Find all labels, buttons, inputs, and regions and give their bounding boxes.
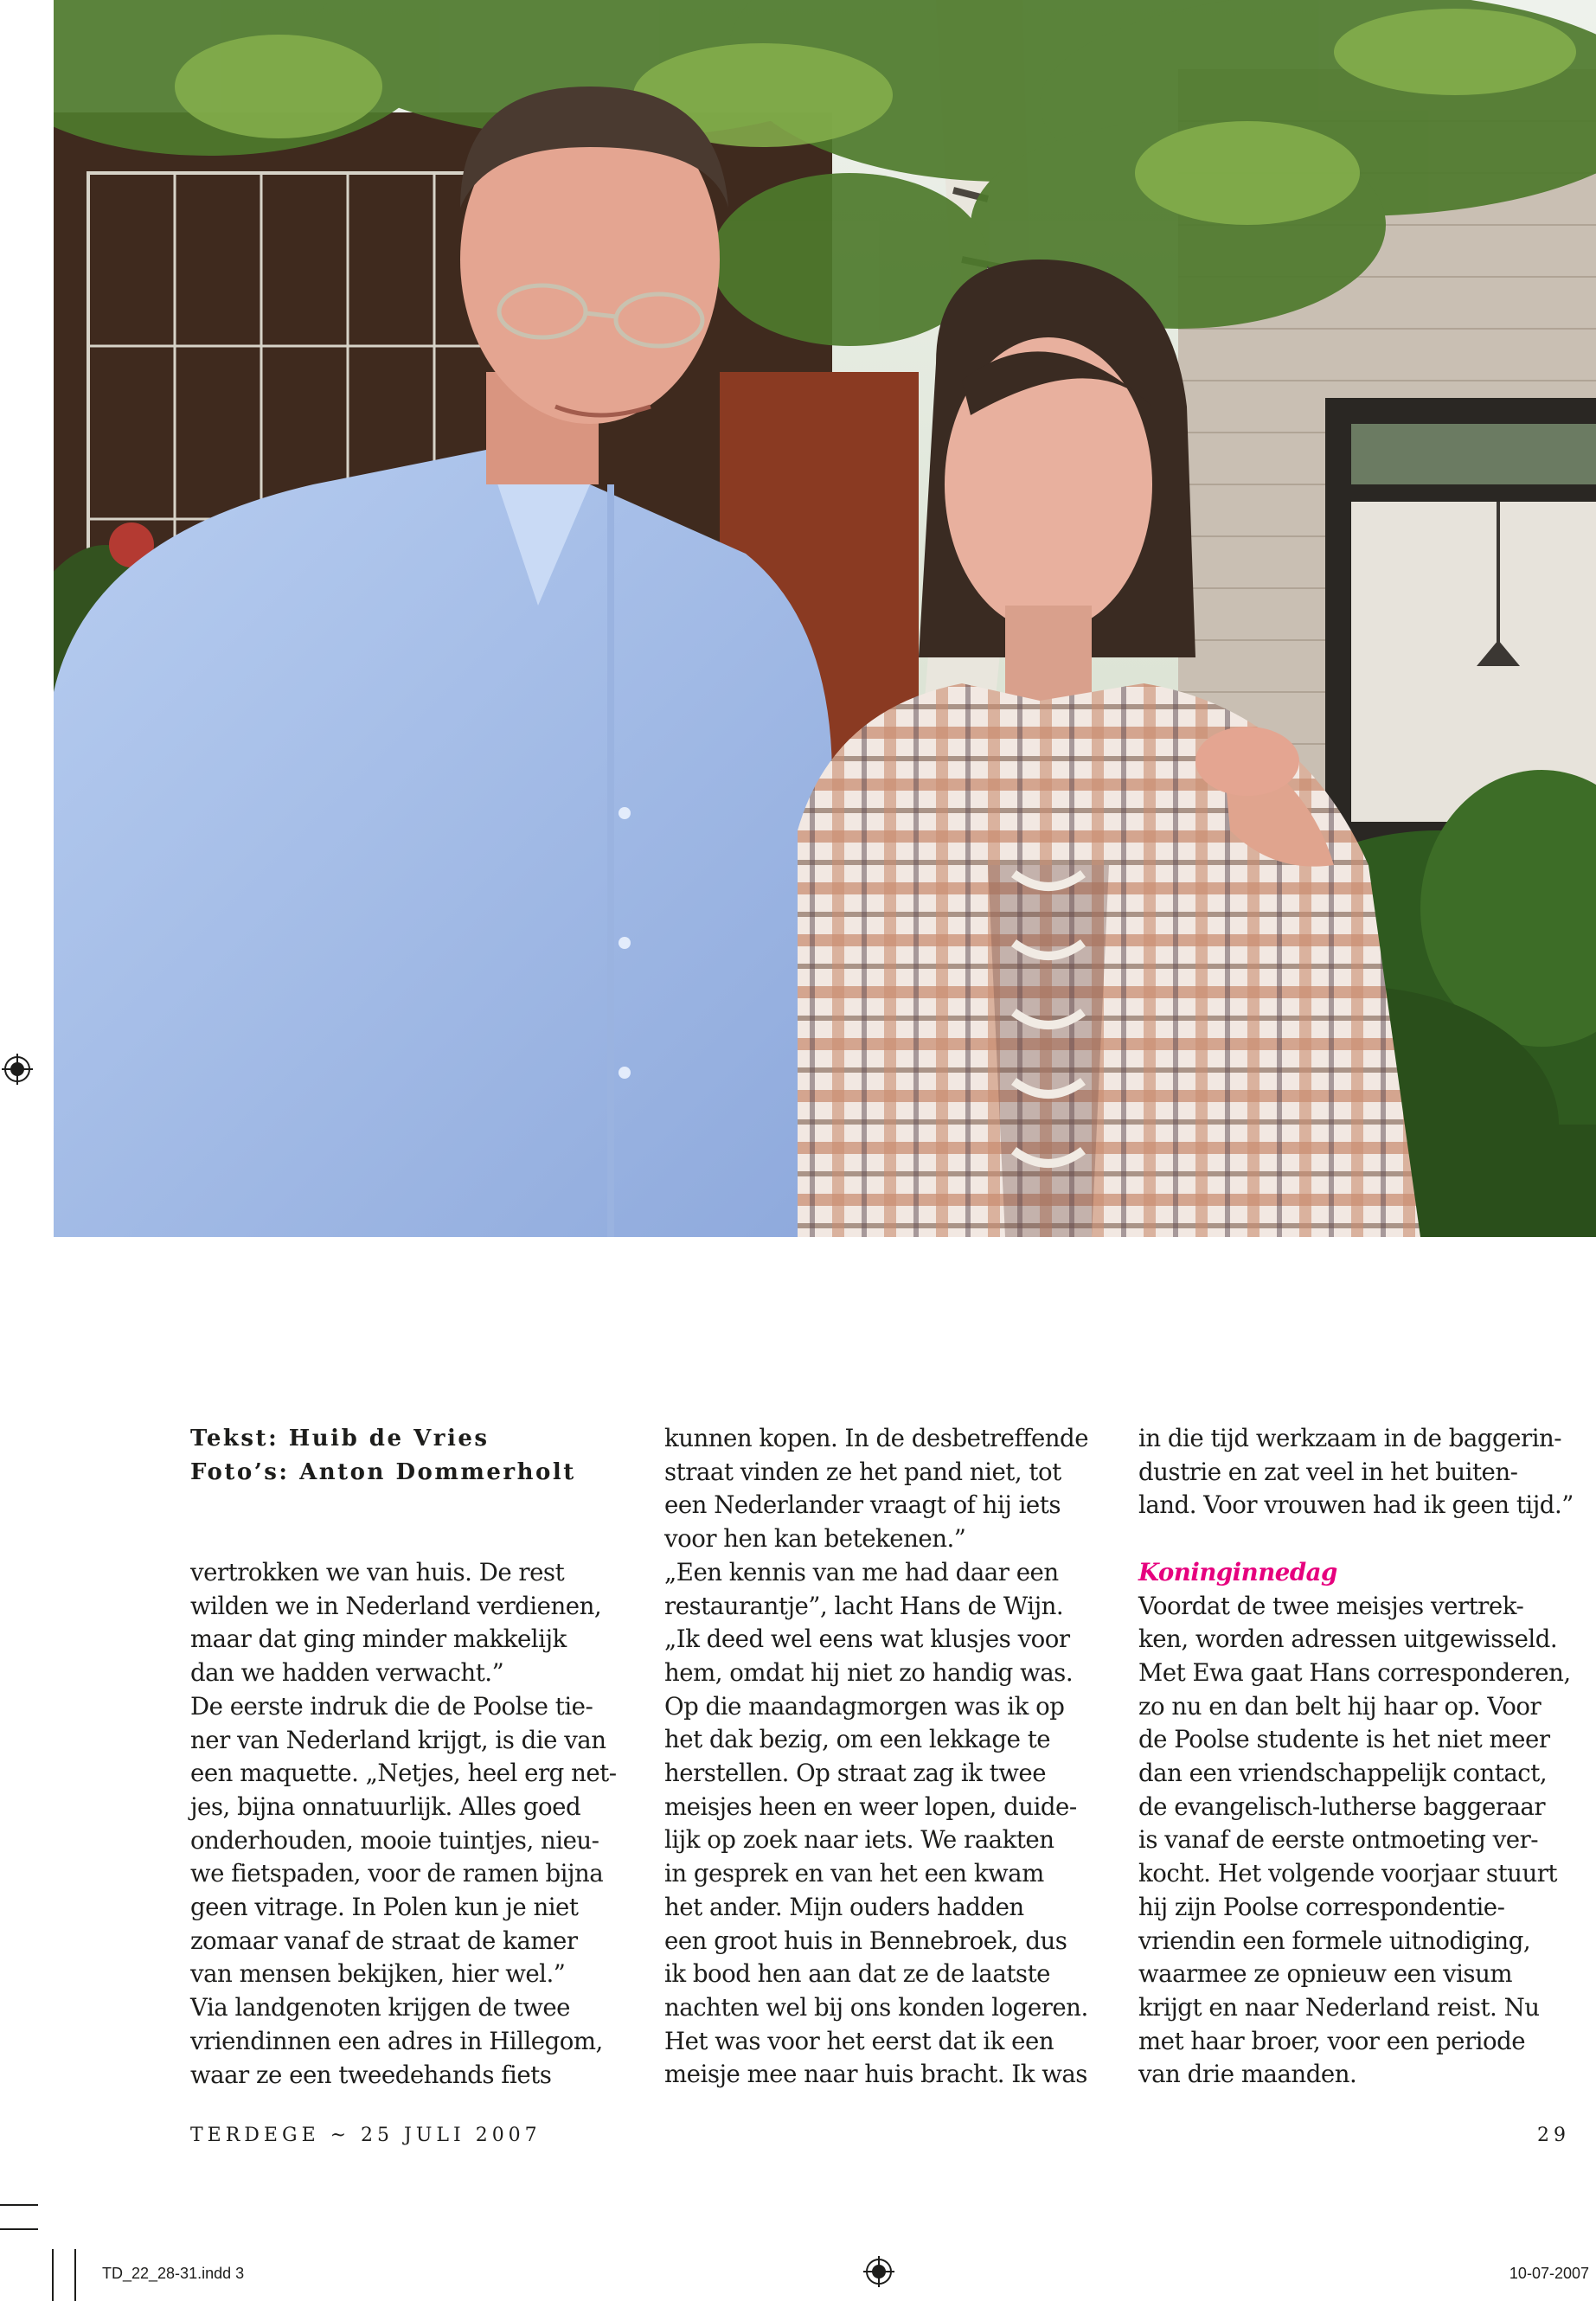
text-line: vertrokken we van huis. De rest xyxy=(190,1558,565,1586)
text-line: waar ze een tweedehands fiets xyxy=(190,2060,552,2089)
column-1 xyxy=(190,1556,649,2092)
text-line: met haar broer, voor een periode xyxy=(1138,2026,1526,2055)
subheading: Koninginnedag xyxy=(1138,1557,1337,1586)
text-line: vriendinnen een adres in Hillegom, xyxy=(190,2026,603,2055)
text-line: restaurantje”, lacht Hans de Wijn. xyxy=(664,1591,1064,1620)
crop-mark xyxy=(0,2204,38,2206)
page-number: 29 xyxy=(1537,2125,1570,2146)
crop-mark xyxy=(74,2249,76,2301)
text-line: in die tijd werkzaam in de baggerin- xyxy=(1138,1424,1562,1452)
footer-magazine: TERDEGE ~ 25 JULI 2007 xyxy=(190,2125,542,2146)
text-line: Het was voor het eerst dat ik een xyxy=(664,2026,1054,2055)
text-line: maar dat ging minder makkelijk xyxy=(190,1625,567,1654)
text-line: ken, worden adressen uitgewisseld. xyxy=(1138,1625,1558,1654)
text-line: in gesprek en van het een kwam xyxy=(664,1859,1044,1888)
text-line: krijgt en naar Nederland reist. Nu xyxy=(1138,1992,1540,2022)
text-line: Met Ewa gaat Hans corresponderen, xyxy=(1138,1657,1571,1687)
text-line: dan een vriendschappelijk contact, xyxy=(1138,1759,1548,1788)
text-line: meisje mee naar huis bracht. Ik was xyxy=(664,2060,1087,2089)
text-line: De eerste indruk die de Poolse tie- xyxy=(190,1691,593,1721)
text-line: meisjes heen en weer lopen, duide- xyxy=(664,1791,1077,1821)
registration-mark-icon xyxy=(863,2256,894,2287)
text-line: Voordat de twee meisjes vertrek- xyxy=(1138,1591,1524,1620)
text-line: geen vitrage. In Polen kun je niet xyxy=(190,1893,579,1922)
text-line: een Nederlander vraagt of hij iets xyxy=(664,1490,1061,1520)
text-line: ner van Nederland krijgt, is die van xyxy=(190,1725,606,1754)
text-line: het ander. Mijn ouders hadden xyxy=(664,1892,1024,1921)
slug-file: TD_22_28-31.indd 3 xyxy=(102,2265,245,2282)
slug-date: 10-07-2007 xyxy=(1509,2265,1589,2282)
crop-mark xyxy=(52,2249,54,2301)
text-line: waarmee ze opnieuw een visum xyxy=(1138,1959,1513,1989)
text-line: een maquette. „Netjes, heel erg net- xyxy=(190,1759,617,1788)
text-line: vriendin een formele uitnodiging, xyxy=(1138,1926,1531,1955)
text-line: ik bood hen aan dat ze de laatste xyxy=(664,1959,1051,1989)
text-line: kocht. Het volgende voorjaar stuurt xyxy=(1138,1859,1557,1888)
text-line: herstellen. Op straat zag ik twee xyxy=(664,1759,1047,1788)
text-line: land. Voor vrouwen had ik geen tijd.” xyxy=(1138,1490,1574,1520)
column-3 xyxy=(1138,1422,1596,2092)
photo-couple xyxy=(54,0,1596,1237)
text-line: dan we hadden verwacht.” xyxy=(190,1658,504,1688)
text-line: onderhouden, mooie tuintjes, nieu- xyxy=(190,1825,599,1855)
text-line: de evangelisch-lutherse baggeraar xyxy=(1138,1791,1546,1821)
text-line: kunnen kopen. In de desbetreffende xyxy=(664,1424,1089,1452)
credit-photo: Foto’s: Anton Dommerholt xyxy=(190,1459,576,1485)
text-line: voor hen kan betekenen.” xyxy=(664,1524,966,1554)
text-line: de Poolse studente is het niet meer xyxy=(1138,1725,1550,1754)
text-line: hem, omdat hij niet zo handig was. xyxy=(664,1657,1074,1687)
text-line: lijk op zoek naar iets. We raakten xyxy=(664,1825,1054,1855)
spacer xyxy=(1138,1522,1596,1556)
text-line: „Ik deed wel eens wat klusjes voor xyxy=(664,1625,1070,1654)
text-line: dustrie en zat veel in het buiten- xyxy=(1138,1457,1518,1486)
text-line: van mensen bekijken, hier wel.” xyxy=(190,1959,566,1989)
text-line: zo nu en dan belt hij haar op. Voor xyxy=(1138,1691,1542,1721)
text-line: wilden we in Nederland verdienen, xyxy=(190,1591,602,1620)
text-line: nachten wel bij ons konden logeren. xyxy=(664,1992,1088,2022)
column-2 xyxy=(664,1422,1123,2092)
text-line: jes, bijna onnatuurlijk. Alles goed xyxy=(190,1791,581,1821)
text-line: zomaar vanaf de straat de kamer xyxy=(190,1926,578,1955)
text-line: „Een kennis van me had daar een xyxy=(664,1557,1059,1586)
registration-mark-icon xyxy=(2,1054,33,1085)
text-line: een groot huis in Bennebroek, dus xyxy=(664,1926,1067,1955)
text-line: het dak bezig, om een lekkage te xyxy=(664,1725,1051,1754)
text-line: we fietspaden, voor de ramen bijna xyxy=(190,1859,604,1888)
credits xyxy=(190,1422,576,1490)
text-line: straat vinden ze het pand niet, tot xyxy=(664,1457,1061,1486)
text-line: is vanaf de eerste ontmoeting ver- xyxy=(1138,1825,1539,1855)
credit-text: Tekst: Huib de Vries xyxy=(190,1426,490,1452)
text-line: Op die maandagmorgen was ik op xyxy=(664,1691,1065,1721)
crop-mark xyxy=(0,2228,38,2230)
text-line: van drie maanden. xyxy=(1138,2060,1357,2089)
text-line: Via landgenoten krijgen de twee xyxy=(190,1993,571,2022)
text-line: hij zijn Poolse correspondentie- xyxy=(1138,1892,1505,1921)
